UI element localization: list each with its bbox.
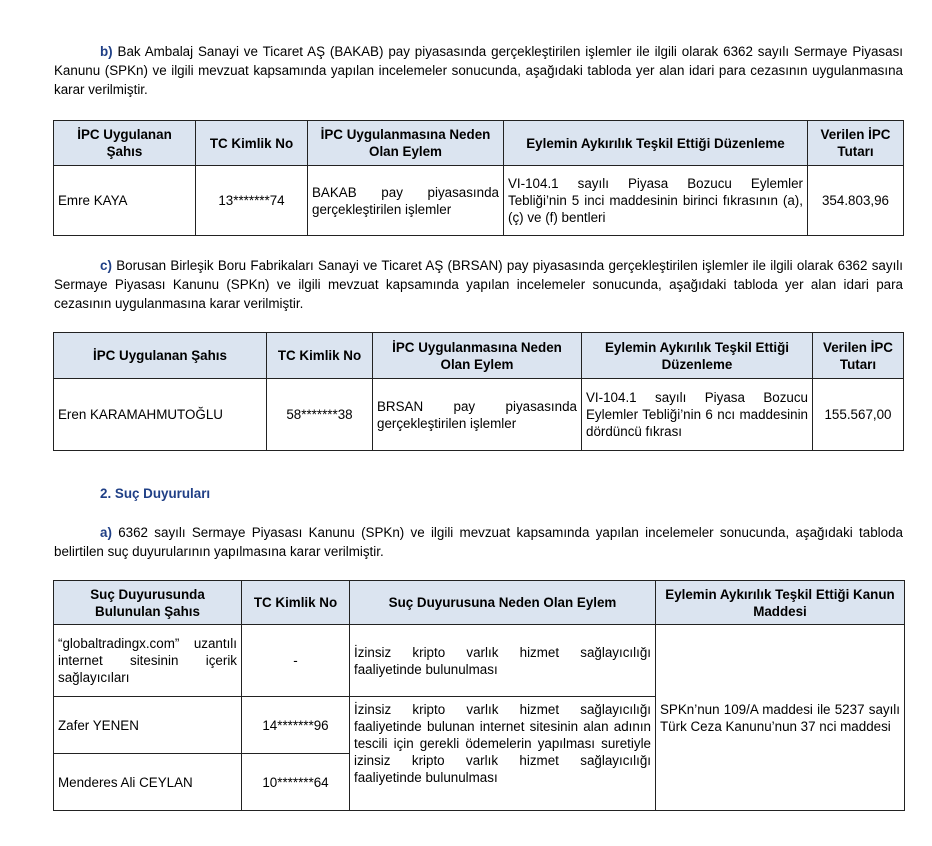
table-row xyxy=(54,166,904,236)
paragraph-b xyxy=(54,42,903,99)
paragraph-a xyxy=(54,523,903,561)
header-amount: Verilen İPC Tutarı xyxy=(808,121,904,166)
header-regulation: Eylemin Aykırılık Teşkil Ettiği Düzenleme xyxy=(582,333,813,379)
cell-tc: - xyxy=(242,625,350,697)
cell-person: Zafer YENEN xyxy=(54,697,242,754)
header-regulation: Eylemin Aykırılık Teşkil Ettiği Düzenleme xyxy=(504,121,808,166)
paragraph-b-text: Bak Ambalaj Sanayi ve Ticaret AŞ (BAKAB) pay piyasasında gerçekleştirilen işlemler ile ilgili olarak 6362 sayılı Sermaye Piyasası Kanunu (SPKn) ve ilgili mevzuat kapsamında yapılan incelemeler sonucunda, aşağıdaki tabloda yer alan idari para cezasının uygulanmasına karar verilmiştir. xyxy=(54,44,903,97)
paragraph-c-label: c) xyxy=(100,258,112,273)
cell-tc: 14*******96 xyxy=(242,697,350,754)
paragraph-b-label: b) xyxy=(100,44,113,59)
table-row xyxy=(54,625,905,697)
cell-amount: 354.803,96 xyxy=(808,166,904,236)
cell-tc: 10*******64 xyxy=(242,754,350,811)
paragraph-a-label: a) xyxy=(100,525,112,540)
cell-action: BAKAB pay piyasasında gerçekleştirilen işlemler xyxy=(308,166,504,236)
cell-amount: 155.567,00 xyxy=(813,379,904,451)
cell-person: Emre KAYA xyxy=(54,166,196,236)
header-person: Suç Duyurusunda Bulunulan Şahıs xyxy=(54,581,242,625)
header-action: İPC Uygulanmasına Neden Olan Eylem xyxy=(373,333,582,379)
penalty-table-brsan xyxy=(53,332,904,451)
cell-action: İzinsiz kripto varlık hizmet sağlayıcılığı faaliyetinde bulunulması xyxy=(350,625,656,697)
cell-law: SPKn’nun 109/A maddesi ile 5237 sayılı Türk Ceza Kanunu’nun 37 nci maddesi xyxy=(656,625,905,811)
cell-action: BRSAN pay piyasasında gerçekleştirilen işlemler xyxy=(373,379,582,451)
header-tc: TC Kimlik No xyxy=(196,121,308,166)
paragraph-a-text: 6362 sayılı Sermaye Piyasası Kanunu (SPKn) ve ilgili mevzuat kapsamında yapılan incelemeler sonucunda, aşağıdaki tabloda belirtilen suç duyurularının yapılmasına karar verilmiştir. xyxy=(54,525,903,559)
cell-tc: 58*******38 xyxy=(267,379,373,451)
paragraph-c xyxy=(54,256,903,313)
header-law: Eylemin Aykırılık Teşkil Ettiği Kanun Maddesi xyxy=(656,581,905,625)
cell-regulation: VI-104.1 sayılı Piyasa Bozucu Eylemler Tebliği’nin 6 ncı maddesinin dördüncü fıkrası xyxy=(582,379,813,451)
header-person: İPC Uygulanan Şahıs xyxy=(54,333,267,379)
criminal-complaint-table xyxy=(53,580,905,811)
header-person: İPC Uygulanan Şahıs xyxy=(54,121,196,166)
header-tc: TC Kimlik No xyxy=(267,333,373,379)
table-row xyxy=(54,379,904,451)
header-tc: TC Kimlik No xyxy=(242,581,350,625)
cell-regulation: VI-104.1 sayılı Piyasa Bozucu Eylemler Tebliği’nin 5 inci maddesinin birinci fıkrasının (a), (ç) ve (f) bentleri xyxy=(504,166,808,236)
header-action: İPC Uygulanmasına Neden Olan Eylem xyxy=(308,121,504,166)
penalty-table-bakab xyxy=(53,120,904,236)
section-heading: 2. Suç Duyuruları xyxy=(100,486,211,501)
header-action: Suç Duyurusuna Neden Olan Eylem xyxy=(350,581,656,625)
cell-tc: 13*******74 xyxy=(196,166,308,236)
cell-person: “globaltradingx.com” uzantılı internet sitesinin içerik sağlayıcıları xyxy=(54,625,242,697)
cell-action: İzinsiz kripto varlık hizmet sağlayıcılığı faaliyetinde bulunan internet sitesinin alan adının tescili için gerekli ödemelerin yapılması suretiyle izinsiz kripto varlık hizmet sağlayıcılığı faaliyetinde bulunulması xyxy=(350,697,656,811)
header-amount: Verilen İPC Tutarı xyxy=(813,333,904,379)
cell-person: Eren KARAMAHMUTOĞLU xyxy=(54,379,267,451)
paragraph-c-text: Borusan Birleşik Boru Fabrikaları Sanayi ve Ticaret AŞ (BRSAN) pay piyasasında gerçekleştirilen işlemler ile ilgili olarak 6362 sayılı Sermaye Piyasası Kanunu (SPKn) ve ilgili mevzuat kapsamında yapılan incelemeler sonucunda, aşağıdaki tabloda yer alan idari para cezasının uygulanmasına karar verilmiştir. xyxy=(54,258,903,311)
cell-person: Menderes Ali CEYLAN xyxy=(54,754,242,811)
